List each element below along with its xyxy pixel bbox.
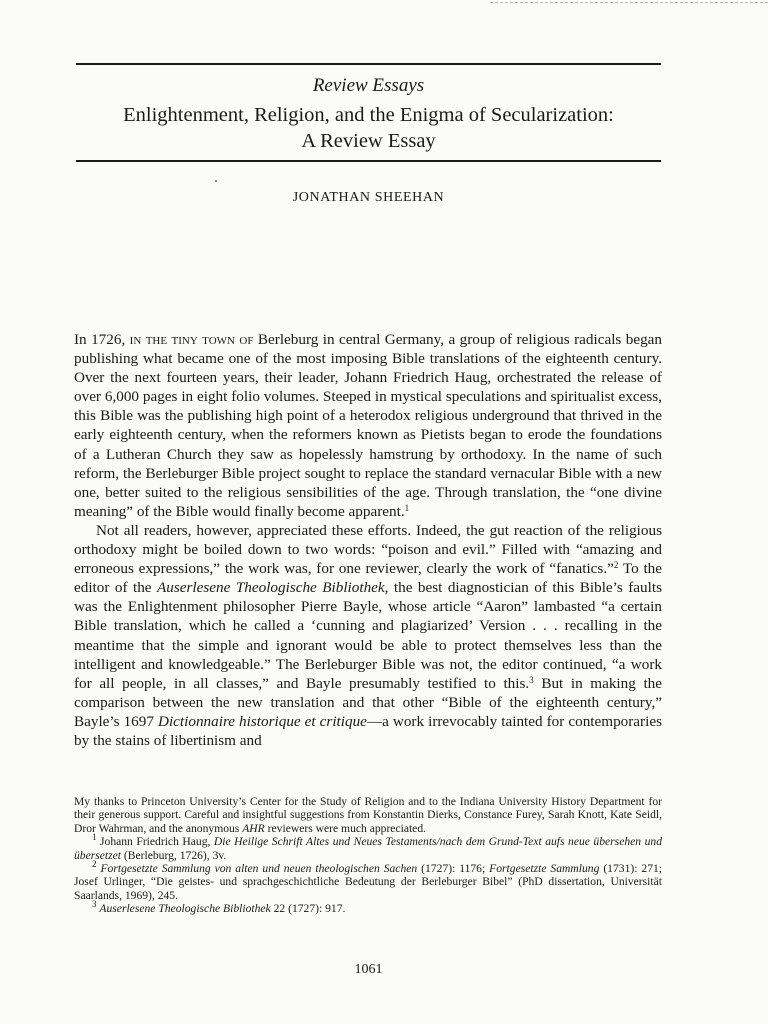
paragraph-1-text: Berleburg in central Germany, a group of religious radicals began publishing what became one of the most imposing Bible translations of the eighteenth century. Over the next fourteen years, their leader, Johann Friedrich Haug, orchestrated the release of over 6,000 pages in eight folio volumes. Steeped in mystical speculations and spiritualist excess, this Bible was the publishing high point of a heterodox religious underground that thrived in the early eighteenth century, when the reformers known as Pietists began to erode the foundations of a Lutheran Church they saw as hopelessly hamstrung by orthodoxy. In the name of such reform, the Berleburger Bible project sought to replace the standard vernacular Bible with a new one, better suited to the religious sensibilities of the age. Through translation, the “one divine meaning” of the Bible would finally become apparent.	[74, 331, 663, 520]
header-rule-bottom	[76, 160, 661, 162]
paragraph-2-text-b: To the editor of the	[74, 560, 662, 597]
footnote-3-text: 22 (1727): 917.	[270, 902, 346, 916]
footnote-ref-1[interactable]: 1	[404, 502, 410, 513]
page-number: 1061	[354, 962, 383, 977]
footnote-1-number: 1	[92, 832, 97, 843]
author-name: JONATHAN SHEEHAN	[292, 190, 445, 205]
opening-words: In 1726,	[74, 331, 130, 348]
footnote-3-title: Auserlesene Theologische Bibliothek	[99, 902, 271, 916]
footnote-1-title: Die Heilige Schrift Altes und Neues Testaments/nach dem Grund-Text aufs neue übersehen und übersetzet	[74, 835, 662, 862]
acknowledgments-text-a: My thanks to Princeton University’s Center for the Study of Religion and to the Indiana University History Department for their generous support. Careful and insightful suggestions from Konstantin Dierks, Constance Furey, Sarah Knott, Kate Seidl, Dror Wahrman, and the anonymous	[74, 795, 662, 835]
article-title-line-2: A Review Essay	[301, 130, 436, 152]
acknowledgments-note	[74, 795, 662, 835]
paragraph-1	[74, 330, 662, 521]
paragraph-2-text-a: Not all readers, however, appreciated these efforts. Indeed, the gut reaction of the religious orthodoxy might be boiled down to two words: “poison and evil.” Filled with “amazing and erroneous expressions,” the work was, for one reviewer, clearly the work of “fanatics.”	[74, 521, 662, 578]
paragraph-2-text-d: But in making the comparison between the new translation and that other “Bible of the eighteenth century,” Bayle’s 1697	[74, 674, 663, 730]
footnote-1	[74, 832, 662, 862]
paragraph-2-text-e: —a work irrevocably tainted for contemporaries by the stains of libertinism and	[74, 712, 662, 749]
footnote-3-number: 3	[92, 899, 97, 910]
article-title	[60, 102, 677, 154]
work-title-dictionnaire: Dictionnaire historique et critique	[157, 712, 367, 730]
footnote-1-text-b: (Berleburg, 1726), 3v.	[121, 848, 227, 862]
footnote-ref-2[interactable]: 2	[613, 560, 619, 571]
footnotes	[74, 795, 662, 916]
article-title-line-1: Enlightenment, Religion, and the Enigma of Secularization:	[123, 104, 614, 126]
acknowledgments-text-b: reviewers were much appreciated.	[264, 821, 427, 835]
footnote-2-title-2: Fortgesetzte Sammlung	[489, 862, 600, 876]
paragraph-2-text-c: , the best diagnostician of this Bible’s faults was the Enlightenment philosopher Pierre Bayle, whose article “Aaron” lambasted “a certain Bible translation, which he called a ‘cunning and plagiarized’ Version . . . recalling in the meantime that the simple and ignorant would be able to protect themselves less than the intelligent and knowledgeable.” The Berleburger Bible was not, the editor continued, “a work for all people, in all classes,” and Bayle presumably testified to this.	[74, 579, 662, 692]
scan-edge-line	[490, 2, 768, 3]
article-body	[74, 330, 662, 750]
footnote-2	[74, 859, 663, 902]
footnote-2-text-b: (1731): 271; Josef Urlinger, “Die geistes- und sprachgeschichtliche Bedeutung der Berleburger Bibel” (PhD dissertation, Universität Saarlands, 1969), 245.	[74, 862, 663, 902]
header-rule-top	[76, 63, 661, 65]
scan-speck	[215, 180, 217, 182]
footnote-ref-3[interactable]: 3	[529, 674, 534, 685]
footnote-2-number: 2	[92, 859, 97, 870]
work-title-bibliothek: Auserlesene Theologische Bibliothek	[156, 579, 385, 597]
acknowledgments-journal: AHR	[242, 821, 265, 835]
footnote-3	[74, 899, 662, 916]
footnote-2-text-a: (1727): 1176;	[417, 862, 490, 876]
section-kicker: Review Essays	[312, 75, 425, 96]
footnote-2-title-1: Fortgesetzte Sammlung von alten und neuen theologischen Sachen	[100, 862, 418, 876]
paragraph-2	[74, 521, 662, 750]
footnote-1-text-a: Johann Friedrich Haug,	[96, 835, 214, 849]
opening-smallcaps: in the tiny town of	[129, 331, 254, 348]
